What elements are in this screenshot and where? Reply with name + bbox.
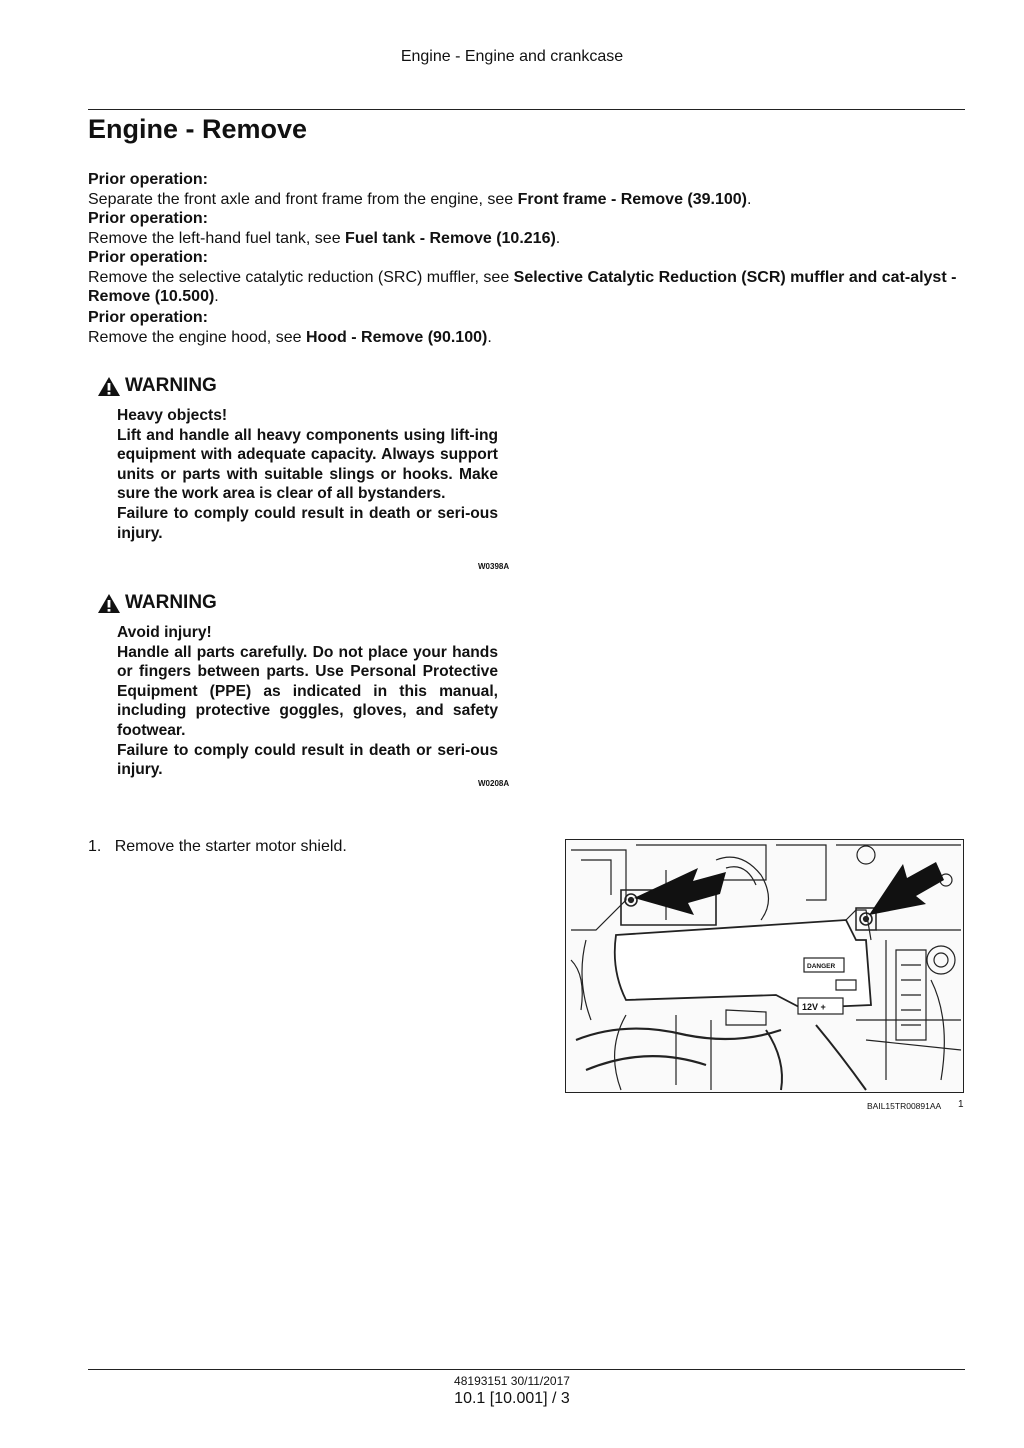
figure-number: 1: [958, 1099, 964, 1110]
step-text: Remove the starter motor shield.: [114, 838, 347, 855]
danger-label: DANGER: [807, 963, 836, 970]
warning-heading-2: WARNING: [97, 592, 217, 614]
warning-body-1: Heavy objects! Lift and handle all heavy components using lift-ing equipment with adequate capacity. Always support units or parts with suitable slings or hooks. Make sure the work area is clear of all bystanders. Failure to comply could result in death or seri-ous injury.: [117, 407, 498, 542]
prior-operation-1: Prior operation: Separate the front axle and front frame from the engine, see Front frame - Remove (39.100).: [88, 170, 968, 209]
footer-doc-date: 48193151 30/11/2017: [454, 1374, 570, 1388]
engine-illustration: [566, 840, 964, 1093]
step-number: 1.: [88, 838, 102, 855]
running-header: Engine - Engine and crankcase: [400, 48, 624, 65]
cross-reference-link[interactable]: Selective Catalytic Reduction (SCR) muffler and cat-alyst - Remove (10.500): [88, 268, 957, 306]
page-title: Engine - Remove: [88, 114, 308, 144]
cross-reference-link[interactable]: Front frame - Remove (39.100): [517, 190, 747, 208]
prior-operation-3: Prior operation: Remove the selective catalytic reduction (SRC) muffler, see Selective Catalytic Reduction (SCR) muffler and cat-alyst - Remove (10.500).: [88, 248, 968, 307]
prior-operation-label: Prior operation:: [88, 249, 209, 266]
warning-code-1: W0398A: [478, 562, 510, 571]
step-1: [88, 838, 347, 856]
cross-reference-link[interactable]: Hood - Remove (90.100): [305, 328, 488, 346]
warning-triangle-icon: [97, 593, 121, 614]
header-rule: [88, 109, 965, 110]
warning-triangle-icon: [97, 376, 121, 397]
prior-operation-label: Prior operation:: [88, 309, 209, 326]
voltage-label: 12V +: [802, 1002, 826, 1012]
prior-operation-label: Prior operation:: [88, 210, 209, 227]
warning-code-2: W0208A: [478, 779, 510, 788]
starter-motor-figure: [565, 839, 964, 1093]
prior-operation-label: Prior operation:: [88, 171, 209, 188]
cross-reference-link[interactable]: Fuel tank - Remove (10.216): [345, 229, 556, 247]
warning-heading-1: WARNING: [97, 375, 217, 397]
prior-operation-4: Prior operation: Remove the engine hood, see Hood - Remove (90.100).: [88, 308, 968, 347]
figure-code: BAIL15TR00891AA: [867, 1101, 942, 1111]
footer-rule: [88, 1369, 965, 1370]
footer-page-ref: 10.1 [10.001] / 3: [454, 1390, 570, 1407]
prior-operation-2: Prior operation: Remove the left-hand fuel tank, see Fuel tank - Remove (10.216).: [88, 209, 968, 248]
warning-body-2: Avoid injury! Handle all parts carefully. Do not place your hands or fingers between parts. Use Personal Protective Equipment (PPE) as indicated in this manual, including protective goggles, gloves, and safety footwear. Failure to comply could result in death or seri-ous injury.: [117, 624, 498, 779]
